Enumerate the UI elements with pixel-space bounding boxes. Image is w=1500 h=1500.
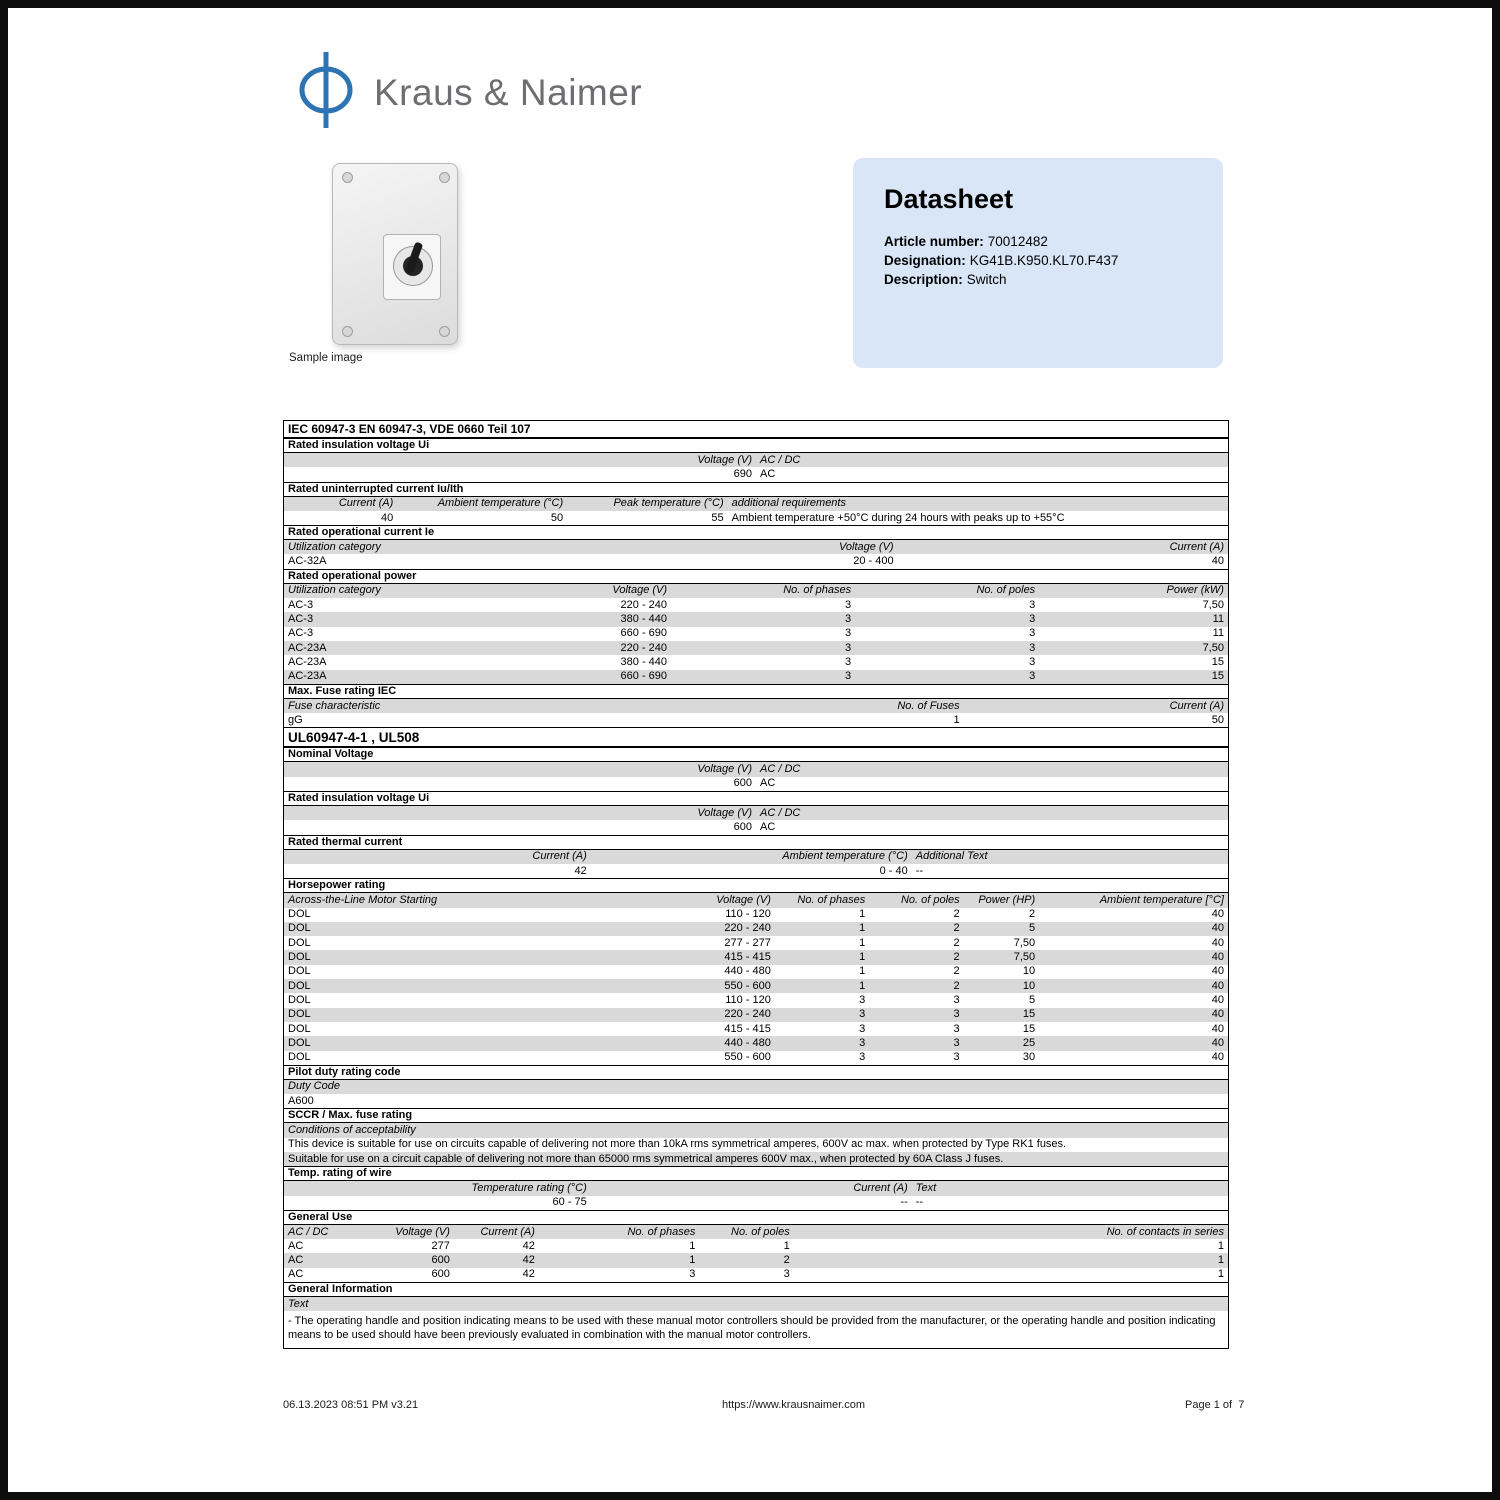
table-row (284, 1196, 1228, 1210)
cell: 42 (522, 1239, 535, 1252)
table-row (284, 670, 1228, 684)
table-row (284, 1152, 1228, 1166)
column-header-row (284, 1297, 1228, 1311)
cell: AC-3 (288, 598, 314, 611)
sample-image-caption: Sample image (289, 352, 363, 364)
cell: 10 (1022, 979, 1036, 992)
cell: 3 (1029, 655, 1036, 668)
column-header-row (284, 584, 1228, 598)
cell: Power (kW) (1166, 584, 1224, 597)
cell: DOL (288, 1036, 311, 1049)
cell: 3 (1029, 598, 1036, 611)
spec-table (283, 420, 1229, 1349)
table-row (284, 1022, 1228, 1036)
brand-logo (296, 50, 642, 135)
cell: 40 (1211, 965, 1224, 978)
cell: 5 (1029, 922, 1036, 935)
cell: Conditions of acceptability (288, 1124, 416, 1137)
table-row (284, 713, 1228, 727)
cell: 7,50 (1202, 641, 1224, 654)
section-label-row (284, 1210, 1228, 1225)
cell: 25 (1022, 1036, 1036, 1049)
table-row (284, 820, 1228, 834)
cell: Temperature rating (°C) (471, 1181, 587, 1194)
cell: Voltage (V) (838, 540, 894, 553)
phi-logo-icon (296, 50, 356, 135)
table-row (284, 554, 1228, 568)
cell: Suitable for use on a circuit capable of delivering not more than 65000 rms symmetrical amperes 600V max., when protected by 60A Class J fuses. (288, 1152, 1004, 1165)
cell: AC (760, 820, 776, 833)
cell: Text (915, 1181, 937, 1194)
cell: 600 (733, 777, 752, 790)
cell: 1 (859, 979, 866, 992)
table-row (284, 1268, 1228, 1282)
cell: Rated operational current Ie (288, 526, 435, 539)
cell: 11 (1212, 627, 1224, 640)
cell: - The operating handle and position indicating means to be used with these manual motor controllers should be provided from the manufacturer, or the operating handle and position indicating means to be used should have been previously evaluated in combination with the manual motor controllers. (288, 1315, 1216, 1342)
cell: 1 (1217, 1239, 1224, 1252)
cell: 3 (844, 670, 852, 683)
cell: 7,50 (1202, 598, 1224, 611)
cell: 2 (953, 965, 960, 978)
cell: No. of phases (797, 893, 866, 906)
cell: No. of contacts in series (1106, 1225, 1224, 1238)
cell: 110 - 120 (725, 908, 771, 921)
cell: 15 (1022, 1022, 1036, 1035)
switch-plate (383, 234, 441, 300)
section-label-row (284, 438, 1228, 453)
cell: 3 (953, 1036, 960, 1049)
cell: 3 (1029, 613, 1036, 626)
cell: Current (A) (1169, 699, 1224, 712)
designation-field (884, 251, 1192, 270)
cell: 1 (859, 936, 866, 949)
cell: Utilization category (288, 540, 381, 553)
cell: No. of poles (731, 1225, 790, 1238)
cell: 277 (431, 1239, 450, 1252)
section-label-row (284, 835, 1228, 850)
column-header-row (284, 806, 1228, 820)
cell: Rated insulation voltage Ui (288, 792, 430, 805)
cell: 10 (1022, 965, 1036, 978)
cell: 1 (953, 713, 960, 726)
cell: 1 (689, 1254, 696, 1267)
column-header-row (284, 453, 1228, 467)
cell: 40 (1211, 922, 1224, 935)
description-field (884, 270, 1192, 289)
cell: 40 (381, 511, 394, 524)
cell: -- (915, 864, 924, 877)
table-row (284, 1094, 1228, 1108)
cell: AC (760, 467, 776, 480)
cell: Duty Code (288, 1080, 340, 1093)
table-row (284, 1008, 1228, 1022)
cell: 600 (431, 1268, 450, 1281)
cell: 2 (953, 908, 960, 921)
cell: AC / DC (288, 1225, 329, 1238)
cell: Current (A) (853, 1181, 908, 1194)
cell: 2 (953, 979, 960, 992)
cell: Power (HP) (978, 893, 1036, 906)
column-header-row (284, 1181, 1228, 1195)
cell: 3 (844, 655, 852, 668)
cell: Horsepower rating (288, 879, 386, 892)
column-header-row (284, 850, 1228, 864)
table-row (284, 979, 1228, 993)
cell: 40 (1211, 1051, 1224, 1064)
column-header-row (284, 1123, 1228, 1137)
table-row (284, 1051, 1228, 1065)
cell: 40 (1211, 1022, 1224, 1035)
cell: This device is suitable for use on circuits capable of delivering not more than 10kA rms symmetrical amperes, 600V ac max. when protected by Type RK1 fuses. (288, 1138, 1067, 1151)
cell: 380 - 440 (620, 655, 668, 668)
table-row (284, 936, 1228, 950)
cell: 1 (859, 908, 866, 921)
cell: 3 (859, 1036, 866, 1049)
cell: 1 (1217, 1268, 1224, 1281)
cell: 220 - 240 (724, 1008, 771, 1021)
cell: Rated insulation voltage Ui (288, 439, 430, 451)
cell: AC (288, 1254, 304, 1267)
cell: Current (A) (338, 497, 394, 510)
cell: 3 (689, 1268, 696, 1281)
column-header-row (284, 699, 1228, 713)
cell: 3 (859, 1051, 866, 1064)
cell: 2 (1029, 908, 1036, 921)
cell: 220 - 240 (620, 641, 668, 654)
cell: 3 (1029, 670, 1036, 683)
cell: AC-3 (288, 613, 314, 626)
cell: 3 (953, 1022, 960, 1035)
cell: DOL (288, 922, 311, 935)
brand-name: Kraus & Naimer (374, 71, 643, 113)
cell: DOL (288, 965, 311, 978)
cell: 7,50 (1013, 936, 1036, 949)
article-number-label: Article number: (884, 234, 984, 249)
cell: 11 (1212, 613, 1224, 626)
footer-date-version: 06.13.2023 08:51 PM v3.21 (283, 1399, 419, 1411)
cell: AC-32A (288, 555, 327, 568)
cell: 15 (1022, 1008, 1036, 1021)
cell: Utilization category (288, 584, 381, 597)
table-row (284, 1239, 1228, 1253)
cell: 40 (1211, 1008, 1224, 1021)
text-row (284, 1311, 1228, 1348)
cell: AC-23A (288, 670, 327, 683)
cell: DOL (288, 979, 311, 992)
cell: 3 (844, 598, 852, 611)
cell: 42 (574, 864, 587, 877)
cell: 42 (522, 1254, 535, 1267)
cell: 690 (733, 467, 752, 480)
table-row (284, 641, 1228, 655)
cell: 1 (859, 922, 866, 935)
cell: Rated uninterrupted current Iu/Ith (288, 482, 464, 495)
cell: 600 (733, 820, 752, 833)
cell: 55 (711, 511, 724, 524)
cell: Voltage (V) (395, 1225, 450, 1238)
column-header-row (284, 497, 1228, 511)
cell: Voltage (V) (697, 806, 752, 819)
cell: 440 - 480 (724, 1036, 771, 1049)
cell: SCCR / Max. fuse rating (288, 1109, 413, 1122)
cell: 3 (953, 1008, 960, 1021)
cell: Voltage (V) (697, 453, 752, 466)
cell: 40 (1211, 555, 1224, 568)
datasheet-panel (853, 158, 1223, 368)
article-number-value: 70012482 (987, 234, 1048, 249)
section-label-row (284, 1166, 1228, 1181)
cell: 2 (783, 1254, 790, 1267)
table-row (284, 908, 1228, 922)
table-row (284, 467, 1228, 481)
section-label-row (284, 747, 1228, 762)
cell: gG (288, 713, 303, 726)
cell: Current (A) (480, 1225, 535, 1238)
section-title-row (284, 727, 1228, 747)
column-header-row (284, 1080, 1228, 1094)
table-row (284, 1036, 1228, 1050)
datasheet-title: Datasheet (884, 184, 1014, 214)
cell: Text (288, 1297, 309, 1310)
cell: DOL (288, 993, 311, 1006)
cell: 2 (953, 922, 960, 935)
cell: AC-23A (288, 641, 327, 654)
table-row (284, 612, 1228, 626)
table-row (284, 627, 1228, 641)
cell: 660 - 690 (620, 670, 668, 683)
cell: 40 (1211, 908, 1224, 921)
table-row (284, 1253, 1228, 1267)
cell: Across-the-Line Motor Starting (288, 893, 438, 906)
cell: 50 (1211, 713, 1224, 726)
column-header-row (284, 762, 1228, 776)
cell: 0 - 40 (879, 864, 908, 877)
cell: 40 (1211, 1036, 1224, 1049)
cell: Additional Text (915, 850, 988, 863)
table-row (284, 511, 1228, 525)
cell: AC / DC (760, 453, 801, 466)
section-label-row (284, 684, 1228, 699)
section-label-row (284, 878, 1228, 893)
cell: 277 - 277 (724, 936, 771, 949)
section-label-row (284, 1282, 1228, 1297)
cell: 3 (953, 1051, 960, 1064)
table-row (284, 993, 1228, 1007)
cell: 1 (1217, 1254, 1224, 1267)
cell: 1 (783, 1239, 790, 1252)
table-row (284, 922, 1228, 936)
cell: AC / DC (760, 806, 801, 819)
rotary-switch-base (393, 246, 433, 286)
cell: 3 (1029, 641, 1036, 654)
cell: 440 - 480 (724, 965, 771, 978)
cell: 415 - 415 (724, 1022, 771, 1035)
cell: 220 - 240 (620, 598, 668, 611)
cell: 3 (844, 641, 852, 654)
cell: -- (915, 1196, 924, 1209)
cell: 2 (953, 936, 960, 949)
cell: 550 - 600 (724, 1051, 771, 1064)
section-title-row (284, 421, 1228, 438)
cell: Voltage (V) (612, 584, 668, 597)
cell: 415 - 415 (724, 951, 771, 964)
cell: AC-23A (288, 655, 327, 668)
table-row (284, 864, 1228, 878)
cell: 110 - 120 (725, 993, 771, 1006)
designation-value: KG41B.K950.KL70.F437 (969, 253, 1119, 268)
section-label-row (284, 791, 1228, 806)
cell: AC / DC (760, 763, 801, 776)
cell: Max. Fuse rating IEC (288, 684, 397, 697)
cell: 42 (522, 1268, 535, 1281)
cell: 660 - 690 (620, 627, 668, 640)
section-label-row (284, 569, 1228, 584)
cell: AC (760, 777, 776, 790)
cell: DOL (288, 1022, 311, 1035)
cell: Nominal Voltage (288, 748, 374, 761)
cell: Rated thermal current (288, 835, 403, 848)
cell: 40 (1211, 993, 1224, 1006)
table-row (284, 655, 1228, 669)
cell: A600 (288, 1094, 314, 1107)
cell: No. of Fuses (897, 699, 960, 712)
cell: 1 (689, 1239, 696, 1252)
cell: 3 (953, 993, 960, 1006)
cell: 2 (953, 951, 960, 964)
cell: Temp. rating of wire (288, 1167, 392, 1180)
cell: 15 (1211, 670, 1224, 683)
table-row (284, 598, 1228, 612)
cell: 7,50 (1013, 951, 1036, 964)
cell: AC (288, 1268, 304, 1281)
section-label-row (284, 1065, 1228, 1080)
cell: Rated operational power (288, 569, 417, 582)
screw-icon (439, 326, 450, 337)
table-row (284, 950, 1228, 964)
section-label-row (284, 525, 1228, 540)
screw-icon (342, 326, 353, 337)
screw-icon (439, 172, 450, 183)
cell: IEC 60947-3 EN 60947-3, VDE 0660 Teil 107 (288, 421, 531, 436)
section-label-row (284, 482, 1228, 497)
cell: 5 (1029, 993, 1036, 1006)
product-sample-image (332, 163, 458, 345)
cell: Fuse characteristic (288, 699, 381, 712)
cell: Ambient temperature +50°C during 24 hours with peaks up to +55°C (731, 511, 1065, 524)
screw-icon (342, 172, 353, 183)
cell: 3 (844, 627, 852, 640)
cell: Pilot duty rating code (288, 1065, 401, 1078)
column-header-row (284, 1225, 1228, 1239)
cell: 3 (1029, 627, 1036, 640)
cell: Peak temperature (°C) (613, 497, 724, 510)
cell: General Use (288, 1210, 353, 1223)
cell: DOL (288, 908, 311, 921)
cell: Ambient temperature (°C) (782, 850, 908, 863)
cell: DOL (288, 936, 311, 949)
cell: DOL (288, 1051, 311, 1064)
cell: 3 (844, 613, 852, 626)
cell: 50 (550, 511, 564, 524)
cell: AC-3 (288, 627, 314, 640)
cell: Voltage (V) (697, 763, 752, 776)
column-header-row (284, 893, 1228, 907)
cell: 20 - 400 (853, 555, 894, 568)
cell: 600 (431, 1254, 450, 1267)
footer-url: https://www.krausnaimer.com (722, 1399, 866, 1411)
cell: DOL (288, 1008, 311, 1021)
cell: 40 (1211, 936, 1224, 949)
cell: 15 (1211, 655, 1224, 668)
table-row (284, 965, 1228, 979)
cell: No. of phases (627, 1225, 696, 1238)
cell: 1 (859, 965, 866, 978)
cell: 3 (783, 1268, 790, 1281)
cell: UL60947-4-1 , UL508 (288, 729, 420, 745)
cell: 220 - 240 (724, 922, 771, 935)
cell: 380 - 440 (620, 613, 668, 626)
cell: 30 (1022, 1051, 1036, 1064)
cell: 3 (859, 1008, 866, 1021)
section-label-row (284, 1108, 1228, 1123)
cell: 40 (1211, 951, 1224, 964)
cell: additional requirements (731, 497, 846, 510)
cell: Current (A) (1169, 540, 1224, 553)
cell: General Information (288, 1283, 393, 1296)
cell: 1 (859, 951, 866, 964)
designation-label: Designation: (884, 253, 966, 268)
cell: No. of phases (783, 584, 852, 597)
cell: Ambient temperature [°C] (1099, 893, 1224, 906)
cell: AC (288, 1239, 304, 1252)
cell: 40 (1211, 979, 1224, 992)
table-row (284, 1138, 1228, 1152)
cell: Ambient temperature (°C) (437, 497, 564, 510)
cell: No. of poles (976, 584, 1036, 597)
cell: 3 (859, 993, 866, 1006)
cell: Current (A) (532, 850, 587, 863)
column-header-row (284, 540, 1228, 554)
cell: 3 (859, 1022, 866, 1035)
table-row (284, 777, 1228, 791)
cell: No. of poles (900, 893, 960, 906)
article-number-field (884, 232, 1192, 251)
cell: Voltage (V) (716, 893, 771, 906)
cell: 60 - 75 (552, 1196, 587, 1209)
footer-page-number: Page 1 of 7 (1185, 1399, 1245, 1411)
description-value: Switch (966, 272, 1007, 287)
cell: 550 - 600 (724, 979, 771, 992)
description-label: Description: (884, 272, 963, 287)
cell: -- (900, 1196, 908, 1209)
cell: DOL (288, 951, 311, 964)
